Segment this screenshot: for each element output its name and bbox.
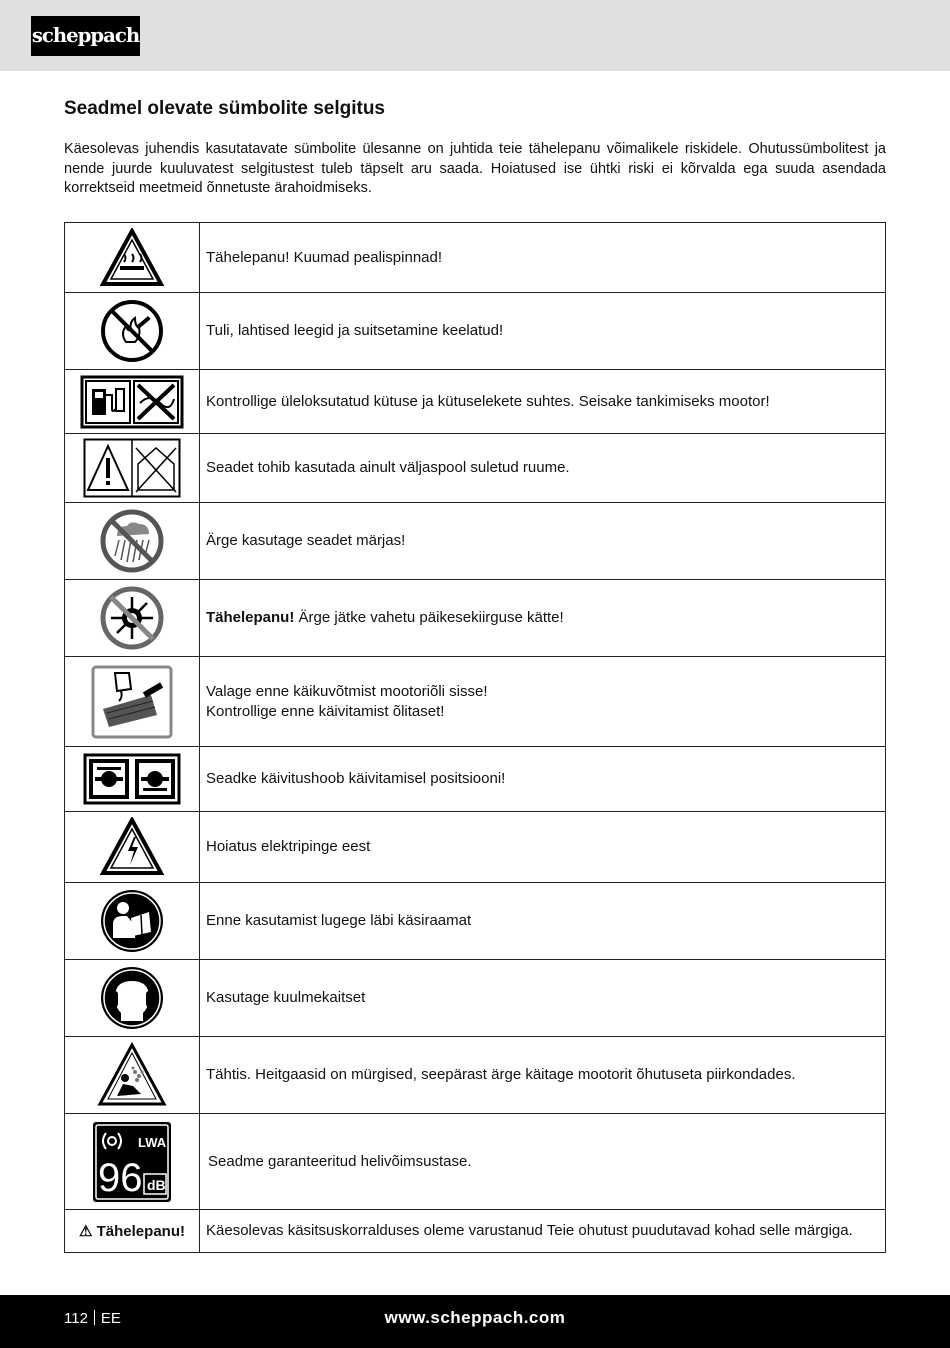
sound-power-icon (65, 1114, 200, 1210)
start-lever-icon (65, 747, 200, 812)
symbols-table (64, 222, 886, 1253)
attention-label: Tähelepanu! (206, 609, 295, 627)
fuel-check-icon (65, 370, 200, 434)
row-text: Tähtis. Heitgaasid on mürgised, seepärast ärge käitage mootorit õhutuseta piirkondades. (200, 1037, 886, 1114)
row-text: Käesolevas käsitsuskorralduses oleme varustanud Teie ohutust puudutavad kohad selle märgiga. (200, 1210, 886, 1253)
table-row (65, 503, 886, 580)
website-url: www.scheppach.com (384, 1308, 566, 1327)
oil-fill-icon (65, 657, 200, 747)
table-row (65, 960, 886, 1037)
language-code: EE (100, 1310, 121, 1327)
row-text: Kasutage kuulmekaitset (200, 960, 886, 1037)
row-text-line1: Valage enne käikuvõtmist mootoriõli sisse! (206, 683, 488, 700)
lwa-label: LWA (138, 1134, 167, 1150)
table-row (65, 434, 886, 503)
row-text: Seadke käivitushoob käivitamisel positsiooni! (200, 747, 886, 812)
db-value: 96 (98, 1155, 143, 1200)
row-text (200, 580, 886, 657)
table-row (65, 1210, 886, 1253)
table-row (65, 883, 886, 960)
table-row (65, 223, 886, 293)
row-text: Enne kasutamist lugege läbi käsiraamat (200, 883, 886, 960)
row-text: Ärge kasutage seadet märjas! (200, 503, 886, 580)
scheppach-logo: scheppach (31, 16, 140, 56)
no-direct-sunlight-icon (65, 580, 200, 657)
row-text-line2: Kontrollige enne käivitamist õlitaset! (206, 702, 445, 720)
no-open-flame-icon (65, 293, 200, 370)
table-row (65, 1114, 886, 1210)
row-text-rest: Ärge jätke vahetu päikesekiirguse kätte! (294, 609, 564, 627)
table-row (65, 293, 886, 370)
table-row (65, 580, 886, 657)
no-rain-icon (65, 503, 200, 580)
page-header (0, 0, 950, 71)
row-text: Seadet tohib kasutada ainult väljaspool suletud ruume. (200, 434, 886, 503)
db-unit: dB (147, 1176, 166, 1193)
page-number-value: 112 (64, 1310, 88, 1327)
attention-icon: ⚠ Tähelepanu! (65, 1210, 200, 1253)
outdoor-use-only-icon (65, 434, 200, 503)
ear-protection-icon (65, 960, 200, 1037)
row-text (200, 657, 886, 747)
table-row (65, 812, 886, 883)
row-text: Seadme garanteeritud helivõimsustase. (200, 1114, 886, 1210)
page-title: Seadmel olevate sümbolite selgitus (64, 98, 385, 119)
row-text: Tähelepanu! Kuumad pealispinnad! (200, 223, 886, 293)
toxic-exhaust-warning-icon (65, 1037, 200, 1114)
electric-voltage-warning-icon (65, 812, 200, 883)
table-row (65, 747, 886, 812)
page-footer (0, 1295, 950, 1348)
table-row (65, 370, 886, 434)
table-row (65, 657, 886, 747)
row-text: Kontrollige üleloksutatud kütuse ja kütuselekete suhtes. Seisake tankimiseks mootor! (200, 370, 886, 434)
row-text: Tuli, lahtised leegid ja suitsetamine keelatud! (200, 293, 886, 370)
row-text: Hoiatus elektripinge eest (200, 812, 886, 883)
table-row (65, 1037, 886, 1114)
intro-paragraph: Käesolevas juhendis kasutatavate sümbolite ülesanne on juhtida teie tähelepanu võimalikele riskidele. Ohutussümbolitest ja nende juurde kuuluvatest selgitustest tuleb täpselt aru saada. Hoiatused ise ühtki riski ei kõrvalda ega suuda asendada korrektseid meetmeid õnnetuste ärahoidmiseks. (64, 141, 886, 196)
read-manual-icon (65, 883, 200, 960)
hot-surface-warning-icon (65, 223, 200, 293)
